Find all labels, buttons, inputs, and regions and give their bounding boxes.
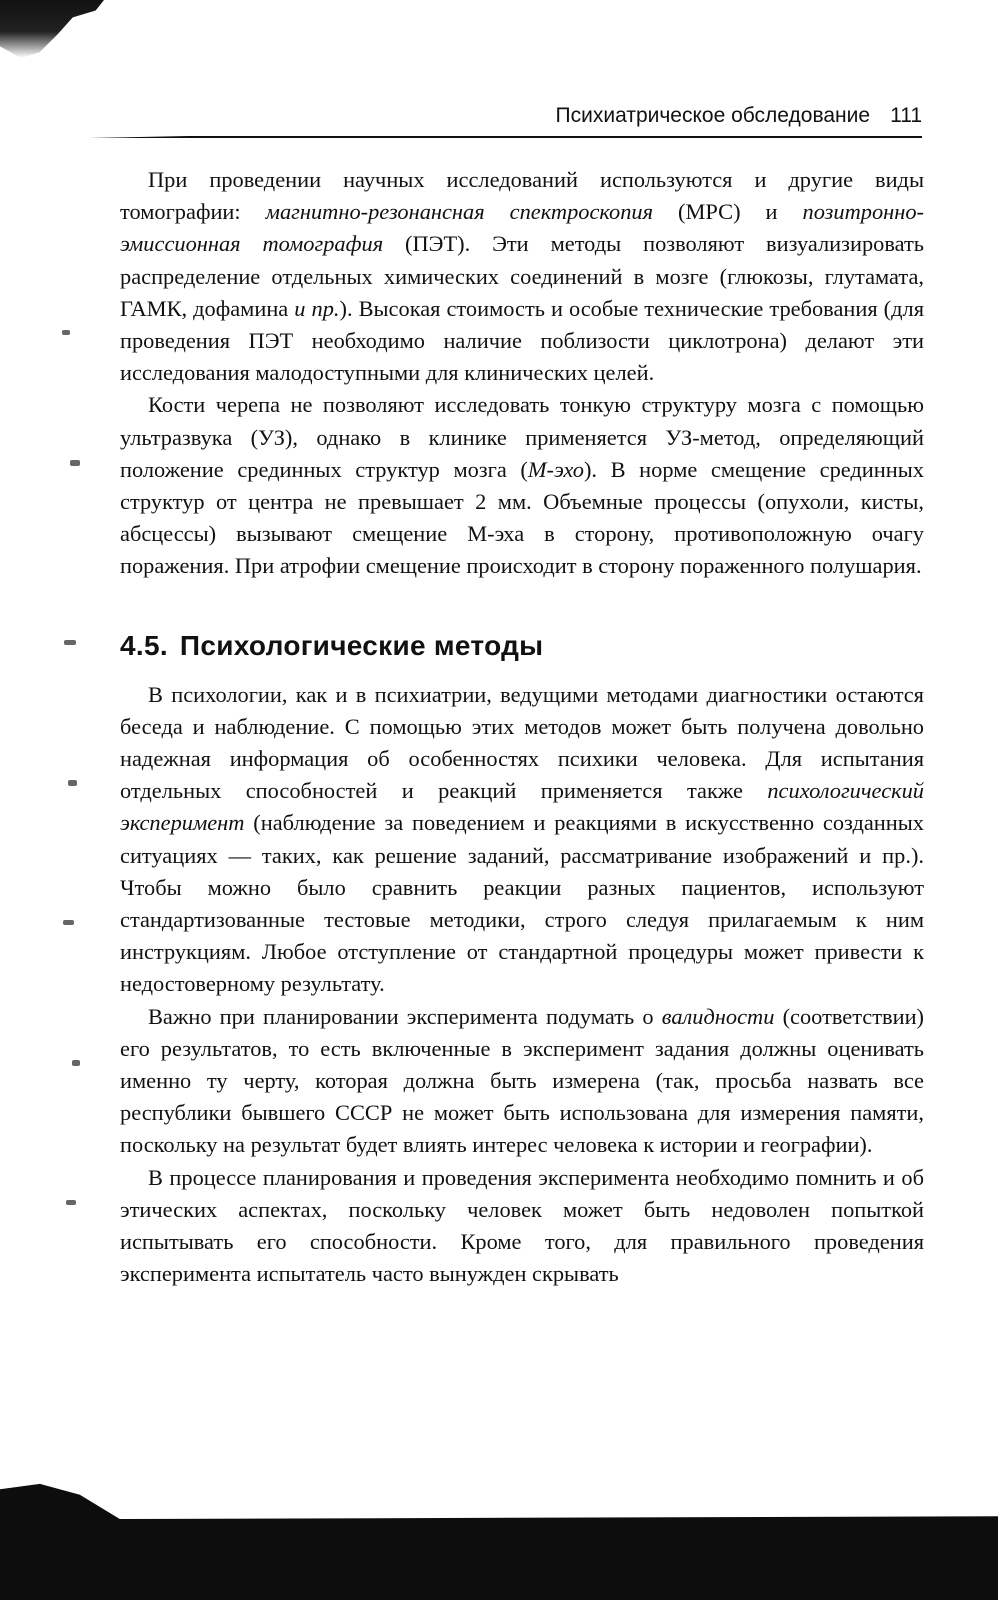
term-pet: позитронно-эмиссионная томография: [120, 199, 925, 257]
paragraph-ultrasound: Кости черепа не позволяют исследовать тонкую структуру мозга с помощью ультразвука (УЗ), однако в клинике применяется УЗ-метод, определяющий положение срединных структур мозга (М-эхо). В норме смещение срединных структур от центра не превышает 2 мм. Объемные процессы (опухоли, кисты, абсцессы) вызывают смещение М-эха в сторону, противоположную очагу поражения. При атрофии смещение происходит в сторону пораженного полушария.: [120, 392, 924, 579]
running-title: Психиатрическое обследование: [555, 104, 871, 127]
term-validity: валидности: [661, 1003, 775, 1029]
header-rule: [88, 136, 922, 138]
paragraph-psychology-methods: В психологии, как и в психиатрии, ведущими методами диагностики остаются беседа и наблюдение. С помощью этих методов может быть получена довольно надежная информация об особенностях психики человека. Для испытания отдельных способностей и реакций применяется также психологический эксперимент (наблюдение за поведением и реакциями в искусственно созданных ситуациях — таких, как решение заданий, рассматривание изображений и пр.). Чтобы можно было сравнить реакции разных пациентов, используют стандартизованные тестовые методики, строго следуя прилагаемым к ним инструкциям. Любое отступление от стандартной процедуры может привести к недостоверному результату.: [120, 681, 924, 997]
term-m-echo: М-эхо: [527, 456, 584, 482]
section-heading: [120, 627, 924, 665]
paragraph-validity: Важно при планировании эксперимента подумать о валидности (соответствии) его результатов, то есть включенные в эксперимент задания должны оценивать именно ту черту, которая должна быть измерена (так, просьба назвать все республики бывшего СССР не может быть использована для измерения памяти, поскольку на результат будет влиять интерес человека к истории и географии).: [120, 1003, 925, 1158]
scan-artifact-bottom: [0, 1465, 998, 1600]
paragraph-tomography: При проведении научных исследований используются и другие виды томографии: магнитно-резонансная спектроскопия (МРС) и позитронно-эмиссионная томография (ПЭТ). Эти методы позволяют визуализировать распределение отдельных химических соединений в мозге (глюкозы, глутамата, ГАМК, дофамина и пр.). Высокая стоимость и особые технические требования (для проведения ПЭТ необходимо наличие поблизости циклотрона) делают эти исследования малодоступными для клинических целей.: [120, 167, 925, 386]
scan-artifact-top: [0, 0, 104, 58]
term-psych-experiment: психологический эксперимент: [120, 778, 924, 836]
term-mrs: магнитно-резонансная спектроскопия: [265, 199, 654, 225]
running-header: [494, 104, 922, 134]
paragraph-ethics: В процессе планирования и проведения эксперимента необходимо помнить и об этических аспектах, поскольку человек может быть недоволен попыткой испытывать его способности. Кроме того, для правильного проведения эксперимента испытатель часто вынужден скрывать: [120, 1164, 924, 1287]
page-number: 111: [890, 104, 922, 127]
section-title: Психологические методы: [179, 629, 544, 661]
body-text: [120, 164, 924, 1291]
section-number: 4.5.: [120, 629, 168, 661]
